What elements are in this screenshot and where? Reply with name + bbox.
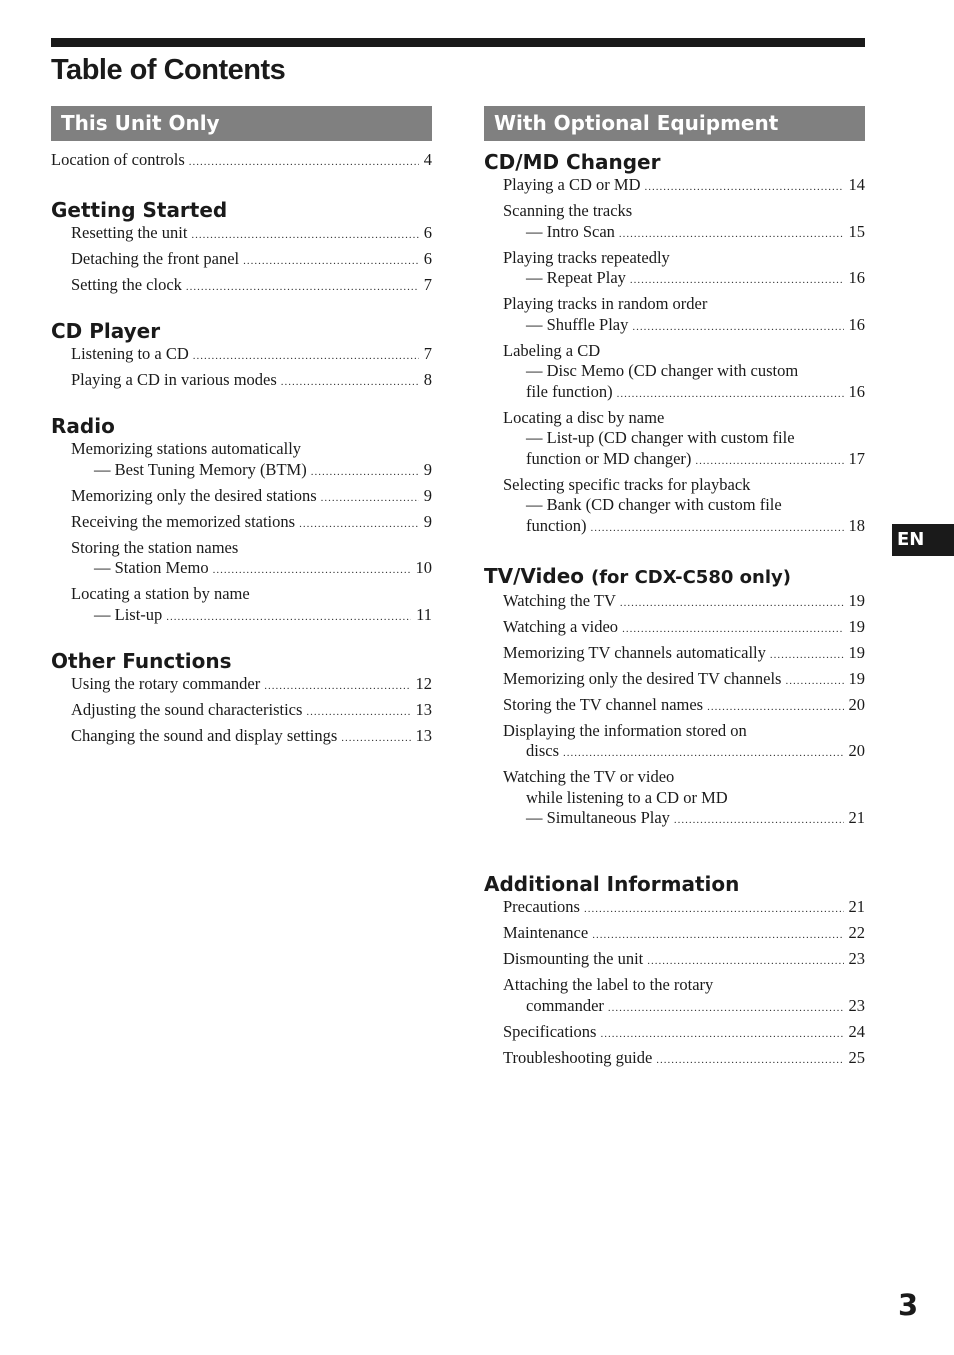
toc-entry-subline [503,808,865,831]
language-tab: EN [892,524,954,556]
toc-entry-title: Precautions [503,897,580,916]
toc-entry-line [503,897,865,920]
toc-entry-subline [503,361,865,382]
dot-leader [770,645,844,666]
toc-entry-page: 22 [848,923,865,942]
toc-entry-page: 9 [423,459,432,479]
toc-entry-page: 16 [848,314,865,334]
dot-leader [620,593,844,614]
toc-entry-page: 7 [423,275,432,294]
toc-entry-subline [503,996,865,1019]
dot-leader [785,671,843,692]
toc-entry-line [71,726,432,749]
toc-entry-page: 23 [848,949,865,968]
toc-entry-page: 25 [848,1047,865,1067]
toc-entry-line [503,1022,865,1045]
toc-entry-title: Watching a video [503,616,619,636]
dot-leader [563,743,844,764]
left-column [51,106,432,752]
additional-information-list [484,897,865,1070]
cd-md-changer-list [484,175,865,538]
toc-entry-page: 8 [423,370,432,389]
toc-entry-subline [503,516,865,539]
toc-entry-title: Playing a CD in various modes [71,370,277,389]
toc-entry-page: 12 [415,673,432,693]
toc-entry-line [503,923,865,946]
toc-entry-line [503,669,865,692]
toc-entry-line [71,512,432,535]
cd-player-list [51,344,432,393]
toc-entry-line [51,150,432,173]
toc-entry-page: 19 [848,668,865,688]
toc-entry-title: file function) [526,381,613,401]
toc-entry [503,721,865,764]
toc-entry-subline [503,495,865,516]
toc-entry [503,669,865,692]
dot-leader [622,619,843,640]
toc-entry-title: Storing the station names [71,537,239,557]
dot-leader [600,1024,843,1045]
dot-leader [617,384,844,405]
tv-video-heading-note: (for CDX-C580 only) [591,566,791,588]
toc-entry-title: Using the rotary commander [71,673,261,693]
dot-leader [630,270,844,291]
toc-entry-page: 20 [848,741,865,760]
toc-entry-line [71,486,432,509]
toc-entry-page: 13 [415,725,432,745]
section-band-with-optional-equipment: With Optional Equipment [484,106,865,141]
right-column [484,106,865,1074]
toc-entry-page: 19 [848,590,865,610]
section-heading-cd-player: CD Player [51,319,161,343]
toc-entry-line [503,1048,865,1071]
toc-entry-line [503,248,865,269]
tv-video-heading-label: TV/Video [484,563,585,588]
toc-entry-page: 13 [415,699,432,719]
toc-entry-title: Watching the TV or video [503,767,675,786]
toc-entry-line [71,700,432,723]
toc-entry [71,344,432,367]
toc-entry [71,439,432,482]
section-heading-other-functions: Other Functions [51,648,232,673]
toc-entry [503,294,865,337]
toc-entry-title: Displaying the information stored on [503,720,747,740]
toc-entry [71,512,432,535]
toc-entry-line [503,949,865,972]
toc-entry-title: Selecting specific tracks for playback [503,474,751,494]
dot-leader [674,810,844,831]
dot-leader [619,224,844,245]
toc-entry-title: Changing the sound and display settings [71,725,338,745]
toc-entry [503,1022,865,1045]
section-heading-radio: Radio [51,414,115,438]
dot-leader [656,1050,843,1071]
dot-leader [191,225,418,246]
toc-entry-title: Scanning the tracks [503,201,633,220]
toc-entry-line [71,584,432,605]
toc-entry [503,591,865,614]
toc-entry-page: 9 [423,485,432,505]
toc-entry [503,341,865,405]
toc-entry [503,643,865,666]
toc-entry-title: discs [526,741,559,760]
dot-leader [306,702,410,723]
toc-entry-page: 17 [848,448,865,468]
toc-entry [503,175,865,198]
toc-entry [71,674,432,697]
section-heading-additional-information: Additional Information [484,872,740,896]
toc-entry-page: 4 [423,150,432,169]
dot-leader [311,462,419,483]
toc-entry-line [503,294,865,315]
toc-entry-page: 21 [848,808,865,827]
toc-entry-page: 16 [848,381,865,401]
toc-entry-line [503,767,865,788]
toc-entry-subline [503,741,865,764]
section-heading-tv-video [484,563,865,591]
toc-entry-line [503,591,865,614]
toc-entry [71,700,432,723]
toc-entry-title: — Station Memo [94,558,209,577]
toc-entry-page: 6 [423,223,432,242]
toc-entry-title: — Repeat Play [526,268,626,287]
dot-leader [592,925,843,946]
toc-entry-line [71,538,432,559]
toc-entry [503,767,865,831]
toc-entry-line [503,201,865,222]
toc-entry-line [71,223,432,246]
dot-leader [321,488,419,509]
toc-entry-line [503,617,865,640]
toc-entry-page: 20 [848,694,865,714]
toc-entry [51,150,432,173]
dot-leader [166,607,411,628]
toc-entry [71,223,432,246]
toc-entry-title: Attaching the label to the rotary [503,975,714,994]
toc-entry-line [71,344,432,367]
dot-leader [341,728,410,749]
toc-entry [71,726,432,749]
dot-leader [264,676,410,697]
toc-entry-title: — Disc Memo (CD changer with custom [526,361,799,380]
dot-leader [707,697,843,718]
toc-entry-title: Storing the TV channel names [503,694,704,714]
toc-entry-title: commander [526,995,604,1015]
toc-entry-title: Watching the TV [503,590,616,610]
dot-leader [243,251,419,272]
toc-entry-line [71,275,432,298]
toc-entry-title: — Shuffle Play [526,314,629,334]
other-functions-list [51,674,432,749]
toc-entry-title: Memorizing only the desired TV channels [503,668,782,688]
toc-entry-title: Adjusting the sound characteristics [71,699,303,719]
toc-entry-subline [71,460,432,483]
toc-entry-page: 19 [848,642,865,662]
toc-entry [71,584,432,627]
dot-leader [193,346,419,367]
dot-leader [647,951,843,972]
toc-entry-title: Setting the clock [71,275,182,294]
toc-entry-page: 10 [415,558,432,577]
intro-list [51,150,432,173]
toc-entry-line [503,175,865,198]
toc-entry-line [503,475,865,496]
dot-leader [590,518,843,539]
toc-entry-page: 11 [416,604,432,624]
toc-entry-title: — Intro Scan [526,221,615,241]
section-heading-getting-started: Getting Started [51,198,228,222]
toc-entry-title: Troubleshooting guide [503,1047,653,1067]
toc-entry [71,486,432,509]
toc-entry-title: Playing tracks repeatedly [503,247,670,267]
toc-entry [503,949,865,972]
toc-entry-title: Listening to a CD [71,344,189,363]
dot-leader [186,277,419,298]
page-title: Table of Contents [51,54,286,86]
toc-entry-title: — Best Tuning Memory (BTM) [94,459,307,479]
dot-leader [645,177,844,198]
toc-entry-title: Resetting the unit [71,223,188,242]
toc-entry-page: 18 [848,515,865,535]
toc-entry [503,248,865,291]
toc-entry [71,538,432,581]
toc-entry-subline [503,222,865,245]
toc-entry-page: 24 [848,1021,865,1041]
dot-leader [608,998,844,1019]
dot-leader [584,899,844,920]
toc-entry-subline [503,315,865,338]
toc-entry-page: 21 [848,897,865,916]
toc-entry-title: — List-up [94,604,163,624]
toc-entry [71,370,432,393]
toc-entry-title: Memorizing stations automatically [71,439,302,458]
toc-entry-line [71,249,432,272]
section-band-this-unit-only: This Unit Only [51,106,432,141]
toc-entry-page: 7 [423,344,432,363]
toc-entry-subline [71,558,432,581]
toc-entry-line [71,370,432,393]
dot-leader [299,514,419,535]
toc-entry-title: Dismounting the unit [503,949,644,968]
toc-entry-subline [503,449,865,472]
toc-entry-page: 16 [848,268,865,287]
dot-leader [695,451,843,472]
toc-entry-title: Specifications [503,1021,597,1041]
toc-entry-subline [503,428,865,449]
radio-list [51,439,432,627]
toc-entry-page: 23 [848,995,865,1015]
toc-entry-line [503,695,865,718]
dot-leader [189,152,419,173]
section-heading-cd-md-changer: CD/MD Changer [484,150,661,174]
tv-video-list [484,591,865,831]
toc-entry-title: Locating a disc by name [503,407,665,427]
toc-entry-page: 14 [848,175,865,194]
toc-entry-title: Detaching the front panel [71,249,240,268]
toc-entry [503,617,865,640]
toc-entry-line [503,408,865,429]
toc-entry-title: while listening to a CD or MD [526,787,728,807]
toc-entry-title: Locating a station by name [71,584,250,603]
toc-entry [71,275,432,298]
toc-entry-title: Labeling a CD [503,340,601,360]
toc-entry-title: Memorizing only the desired stations [71,485,317,505]
toc-entry [503,923,865,946]
toc-entry-line [503,643,865,666]
toc-entry-title: — Bank (CD changer with custom file [526,495,782,514]
toc-entry-title: Memorizing TV channels automatically [503,642,766,662]
toc-entry-subline [71,605,432,628]
toc-entry-title: Playing a CD or MD [503,175,641,194]
toc-entry-line [71,439,432,460]
toc-entry-title: function or MD changer) [526,448,692,468]
toc-entry-subline [503,382,865,405]
toc-entry-title: Location of controls [51,150,185,169]
toc-entry [503,475,865,539]
toc-entry [503,408,865,472]
toc-entry [71,249,432,272]
toc-entry-line [503,341,865,362]
toc-entry-page: 9 [423,511,432,531]
top-rule [51,38,865,47]
toc-entry [503,695,865,718]
toc-entry-page: 19 [848,616,865,636]
dot-leader [632,317,843,338]
toc-entry-title: — Simultaneous Play [526,808,670,827]
dot-leader [281,372,419,393]
page-number: 3 [898,1288,919,1322]
toc-entry-line [503,721,865,742]
toc-entry-subline [503,788,865,809]
toc-entry-title: Maintenance [503,923,589,942]
toc-entry-title: function) [526,515,587,535]
toc-entry-subline [503,268,865,291]
toc-entry-line [503,975,865,996]
getting-started-list [51,223,432,298]
dot-leader [213,560,411,581]
toc-entry [503,975,865,1018]
toc-entry-title: — List-up (CD changer with custom file [526,428,795,447]
toc-entry-title: Playing tracks in random order [503,294,708,313]
toc-entry [503,201,865,244]
toc-entry-title: Receiving the memorized stations [71,511,296,531]
toc-entry [503,1048,865,1071]
toc-entry-page: 6 [423,249,432,268]
toc-entry-page: 15 [848,221,865,241]
toc-entry [503,897,865,920]
toc-entry-line [71,674,432,697]
